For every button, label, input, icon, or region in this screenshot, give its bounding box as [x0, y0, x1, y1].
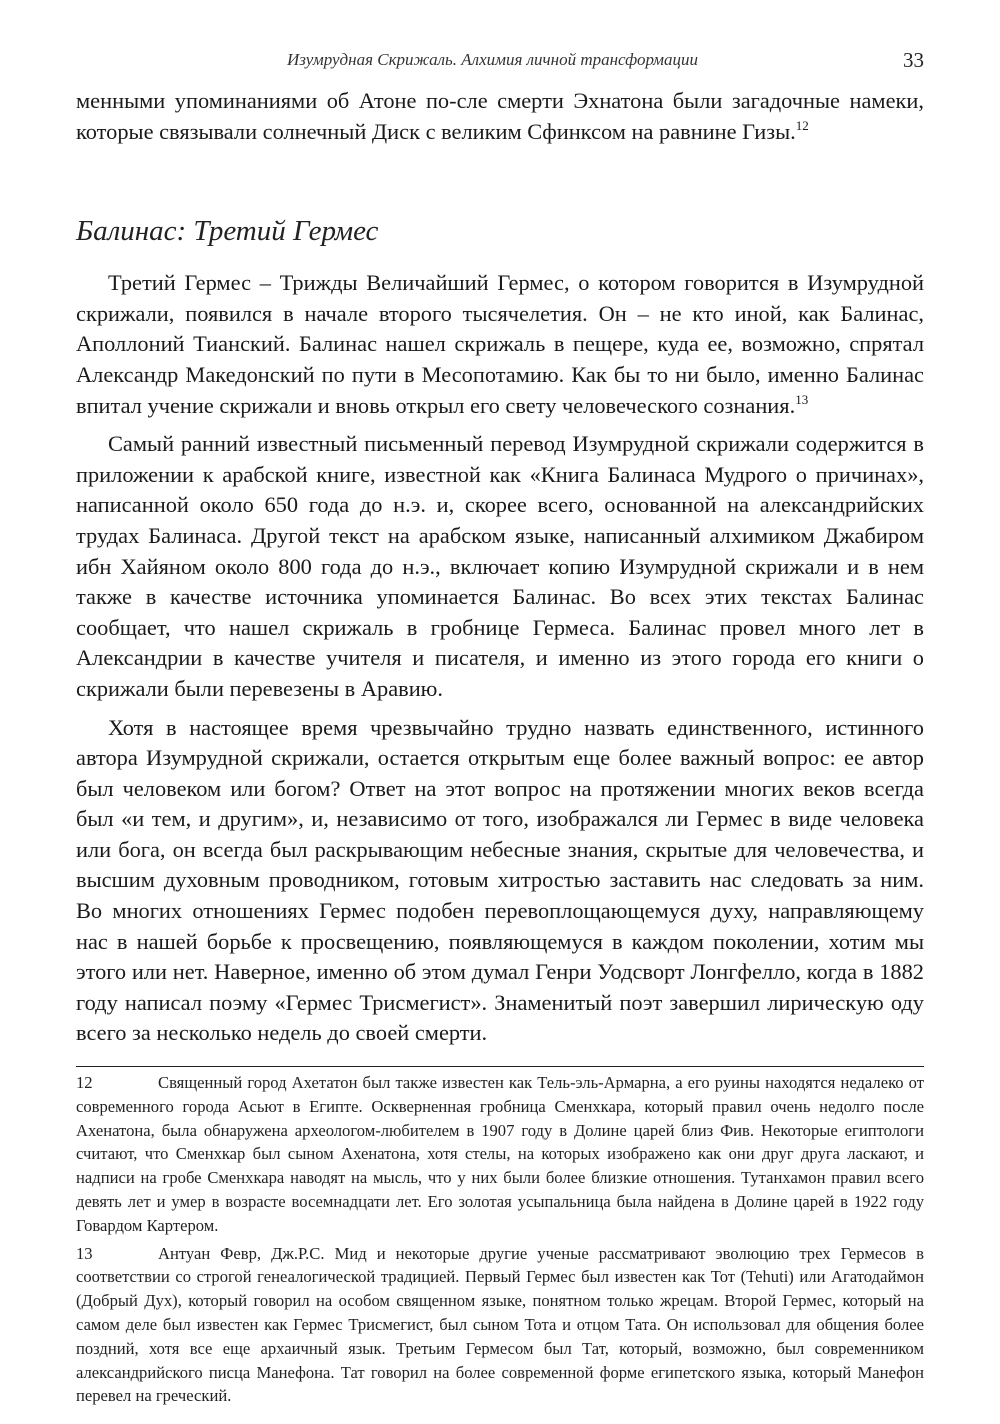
- footnote-ref-12: 12: [795, 117, 809, 133]
- paragraph-2: Самый ранний известный письменный перевод Изумрудной скрижали содержится в приложении к арабской книге, известной как «Книга Балинаса Мудрого о причинах», написанной около 650 года до н.э. и, скорее всего, основанной на александрийских трудах Балинаса. Другой текст на арабском языке, написанный алхимиком Джабиром ибн Хайяном около 800 года до н.э., включает копию Изумрудной скрижали и в нем также в качестве источника упоминается Балинас. Во всех этих текстах Балинас сообщает, что нашел скрижаль в гробнице Гермеса. Балинас провел много лет в Александрии в качестве учителя и писателя, и именно из этого города его книги о скрижали были перевезены в Аравию.: [76, 431, 924, 701]
- continuation-text: менными упоминаниями об Атоне по-сле смерти Эхнатона были загадочные намеки, которые связывали солнечный Диск с великим Сфинксом на равнине Гизы.: [76, 88, 924, 144]
- footnote-ref-13: 13: [795, 391, 809, 407]
- paragraph-1-text: Третий Гермес – Трижды Величайший Гермес, о котором говорится в Изумрудной скрижали, появился в начале второго тысячелетия. Он – не кто иной, как Балинас, Аполлоний Тианский. Балинас нашел скрижаль в пещере, куда ее, возможно, спрятал Александр Македонский по пути в Месопотамию. Как бы то ни было, именно Балинас впитал учение скрижали и вновь открыл его свету человеческого сознания.: [76, 270, 924, 418]
- paragraph-1: [76, 268, 924, 421]
- footnote-12: [76, 1067, 924, 1238]
- page-number: 33: [903, 48, 924, 72]
- main-text: [76, 86, 924, 1049]
- footnote-number: 13: [76, 1243, 93, 1263]
- paragraph-3: Хотя в настоящее время чрезвычайно трудно назвать единственного, истинного автора Изумрудной скрижали, остается открытым еще более важный вопрос: ее автор был человеком или богом? Ответ на этот вопрос на протяжении многих веков всегда был «и тем, и другим», и, независимо от того, изображался ли Гермес в виде человека или бога, он всегда был раскрывающим небесные знания, скрытые для человечества, и высшим духовным проводником, готовым хитростью заставить нас следовать за ним. Во многих отношениях Гермес подобен перевоплощающемуся духу, направляющему нас в нашей борьбе к просвещению, появляющемуся в каждом поколении, хотим мы этого или нет. Наверное, именно об этом думал Генри Уодсворт Лонгфелло, когда в 1882 году написал поэму «Гермес Трисмегист». Знаменитый поэт завершил лирическую оду всего за несколько недель до своей смерти.: [76, 714, 924, 1046]
- footnote-text: Священный город Ахетатон был также известен как Тель-эль-Армарна, а его руины находятся недалеко от современного города Асьют в Египте. Оскверненная гробница Сменхкара, который правил очень недолго после Ахенатона, была обнаружена археологом-любителем в 1907 году в Долине царей близ Фив. Некоторые египтологи считают, что Сменхкар был сыном Ахенатона, хотя стелы, на которых изображено как они друг друга ласкают, и надписи на гробе Сменхкара наводят на мысль, что у них были более близкие отношения. Тутанхамон правил всего девять лет и умер в возрасте восемнадцати лет. Его золотая усыпальница была найдена в Долине царей в 1922 году Говардом Картером.: [76, 1073, 924, 1235]
- running-head: [76, 50, 924, 78]
- footnotes: [76, 1066, 924, 1408]
- footnote-text: Антуан Февр, Дж.Р.С. Мид и некоторые другие ученые рассматривают эволюцию трех Гермесов в соответствии со строгой генеалогической традицией. Первый Гермес был известен как Тот (Tehuti) или Агатодаймон (Добрый Дух), который говорил на особом священном языке, понятном только жрецам. Второй Гермес, который на самом деле был известен как Гермес Трисмегист, был сыном Тота и отцом Тата. Он использовал для общения более поздний, хотя все еще архаичный язык. Третьим Гермесом был Тат, который, возможно, был современником александрийского писца Манефона. Тат говорил на более современной форме египетского языка, который Манефон перевел на греческий.: [76, 1243, 924, 1406]
- running-title: Изумрудная Скрижаль. Алхимия личной трансформации: [287, 50, 698, 69]
- footnote-number: 12: [76, 1073, 93, 1092]
- section-title: Балинас: Третий Гермес: [76, 215, 379, 248]
- continuation-paragraph: [76, 86, 924, 147]
- footnote-13: [76, 1238, 924, 1409]
